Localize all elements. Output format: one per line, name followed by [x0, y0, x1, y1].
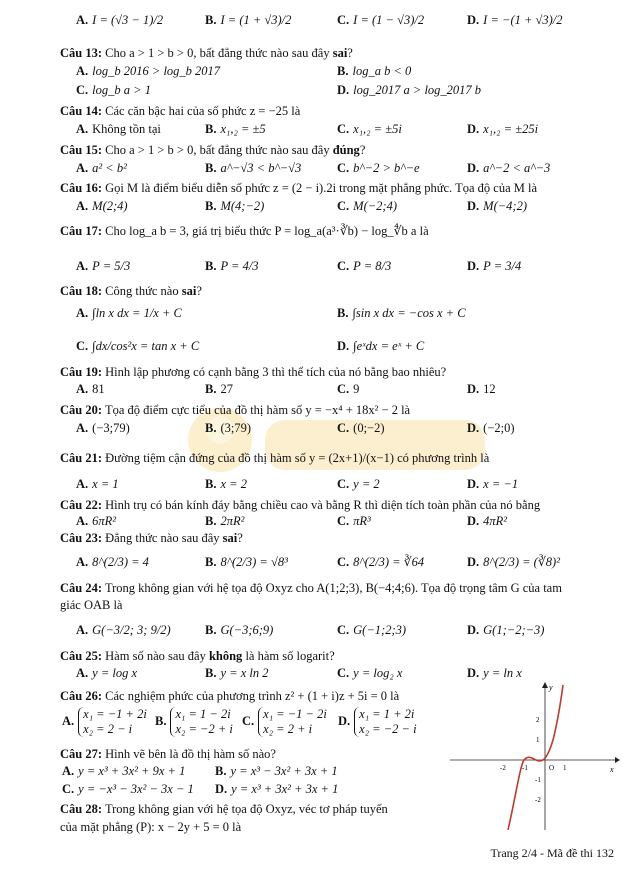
q19-stem: Câu 19: Hình lập phương có cạnh bằng 3 thì thể tích của nó bằng bao nhiêu?: [60, 365, 447, 379]
q20-stem: Câu 20: Tọa độ điểm cực tiểu của đồ thị hàm số y = −x⁴ + 18x² − 2 là: [60, 403, 411, 417]
cubic-function-graph: [450, 680, 620, 830]
q26-option-c[interactable]: C. x₁ = −1 − 2i x₂ = 2 + i: [242, 707, 327, 736]
q20-option-c[interactable]: C. (0;−2): [337, 421, 385, 435]
y-tick-1: 1: [536, 736, 540, 744]
q12-option-a[interactable]: A. I = (√3 − 1)/2: [76, 13, 164, 27]
q22-stem: Câu 22: Hình trụ có bán kính đáy bằng chiều cao và bằng R thì diện tích toàn phần của nó bằng: [60, 498, 541, 512]
q26-stem: Câu 26: Các nghiệm phức của phương trình z² + (1 + i)z + 5i = 0 là: [60, 689, 400, 703]
q24-option-b[interactable]: B. G(−3;6;9): [205, 623, 274, 637]
q22-option-b[interactable]: B. 2πR²: [205, 514, 245, 528]
q23-option-b[interactable]: B. 8^(2/3) = √8³: [205, 555, 288, 569]
x-tick-1: 1: [563, 764, 567, 772]
q28-stem-cont: của mặt phẳng (P): x − 2y + 5 = 0 là: [60, 820, 242, 834]
origin-label: O: [549, 764, 555, 772]
q21-option-c[interactable]: C. y = 2: [337, 477, 380, 491]
y-tick-neg1: -1: [535, 776, 541, 784]
q14-option-d[interactable]: D. x₁,₂ = ±25i: [467, 122, 539, 136]
q24-stem-cont: giác OAB là: [60, 598, 123, 612]
q15-option-c[interactable]: C. b^−2 > b^−e: [337, 161, 420, 175]
q26-option-b[interactable]: B. x₁ = 1 − 2i x₂ = −2 + i: [155, 707, 233, 736]
x-tick-neg2: -2: [500, 764, 506, 772]
q18-option-b[interactable]: B. ∫sin x dx = −cos x + C: [337, 306, 466, 320]
x-axis-arrow: [615, 757, 620, 763]
q23-option-d[interactable]: D. 8^(2/3) = (∛8)²: [467, 555, 560, 569]
q13-option-c[interactable]: C. log_b a > 1: [76, 83, 151, 97]
q13-stem: Câu 13: Cho a > 1 > b > 0, bất đẳng thức nào sau đây sai?: [60, 46, 353, 60]
q19-option-b[interactable]: B. 27: [205, 382, 233, 396]
q14-option-b[interactable]: B. x₁,₂ = ±5: [205, 122, 266, 136]
q17-option-a[interactable]: A. P = 5/3: [76, 259, 131, 273]
q27-stem: Câu 27: Hình vẽ bên là đồ thị hàm số nào?: [60, 747, 276, 761]
q27-option-d[interactable]: D. y = x³ + 3x² + 3x + 1: [215, 782, 339, 796]
q14-stem: Câu 14: Các căn bậc hai của số phức z = −25 là: [60, 104, 301, 118]
y-axis-label: y: [549, 683, 553, 692]
q18-option-a[interactable]: A. ∫ln x dx = 1/x + C: [76, 306, 182, 320]
y-axis-arrow: [542, 682, 548, 688]
q20-option-a[interactable]: A. (−3;79): [76, 421, 130, 435]
q25-option-a[interactable]: A. y = log x: [76, 666, 138, 680]
q17-stem: Câu 17: Cho log_a b = 3, giá trị biểu thức P = log_a(a³·∛b) − log_∜b a là: [60, 224, 429, 238]
q16-option-c[interactable]: C. M(−2;4): [337, 199, 397, 213]
y-tick-neg2: -2: [535, 796, 541, 804]
q16-option-a[interactable]: A. M(2;4): [76, 199, 128, 213]
q25-option-c[interactable]: C. y = log₂ x: [337, 666, 403, 680]
q17-option-c[interactable]: C. P = 8/3: [337, 259, 392, 273]
q27-option-b[interactable]: B. y = x³ − 3x² + 3x + 1: [215, 764, 338, 778]
q22-option-c[interactable]: C. πR³: [337, 514, 371, 528]
q17-option-b[interactable]: B. P = 4/3: [205, 259, 259, 273]
q25-stem: Câu 25: Hàm số nào sau đây không là hàm số logarit?: [60, 649, 335, 663]
q15-option-b[interactable]: B. a^−√3 < b^−√3: [205, 161, 302, 175]
q21-stem: Câu 21: Đường tiệm cận đứng của đồ thị hàm số y = (2x+1)/(x−1) có phương trình là: [60, 451, 490, 465]
q15-option-d[interactable]: D. a^−2 < a^−3: [467, 161, 551, 175]
q24-option-c[interactable]: C. G(−1;2;3): [337, 623, 407, 637]
q13-option-b[interactable]: B. log_a b < 0: [337, 64, 412, 78]
q23-option-a[interactable]: A. 8^(2/3) = 4: [76, 555, 149, 569]
q23-option-c[interactable]: C. 8^(2/3) = ∛64: [337, 555, 425, 569]
q22-option-d[interactable]: D. 4πR²: [467, 514, 508, 528]
q15-stem: Câu 15: Cho a > 1 > b > 0, bất đẳng thức nào sau đây đúng?: [60, 143, 366, 157]
q25-option-d[interactable]: D. y = ln x: [467, 666, 522, 680]
q24-option-a[interactable]: A. G(−3/2; 3; 9/2): [76, 623, 171, 637]
page-footer: Trang 2/4 - Mã đề thi 132: [490, 846, 614, 860]
q19-option-d[interactable]: D. 12: [467, 382, 496, 396]
x-axis-label: x: [610, 765, 614, 774]
curve: [508, 685, 563, 830]
q21-option-a[interactable]: A. x = 1: [76, 477, 119, 491]
q26-option-d[interactable]: D. x₁ = 1 + 2i x₂ = −2 − i: [338, 707, 417, 736]
q15-option-a[interactable]: A. a² < b²: [76, 161, 127, 175]
q19-option-c[interactable]: C. 9: [337, 382, 360, 396]
q23-stem: Câu 23: Đẳng thức nào sau đây sai?: [60, 531, 243, 545]
q19-option-a[interactable]: A. 81: [76, 382, 105, 396]
q12-option-c[interactable]: C. I = (1 − √3)/2: [337, 13, 425, 27]
q18-stem: Câu 18: Công thức nào sai?: [60, 284, 202, 298]
q18-option-c[interactable]: C. ∫dx/cos²x = tan x + C: [76, 339, 200, 353]
q24-stem: Câu 24: Trong không gian với hệ tọa độ Oxyz cho A(1;2;3), B(−4;4;6). Tọa độ trọng tâm G của tam: [60, 581, 562, 595]
q26-option-a[interactable]: A. x₁ = −1 + 2i x₂ = 2 − i: [62, 707, 147, 736]
q21-option-d[interactable]: D. x = −1: [467, 477, 519, 491]
q16-stem: Câu 16: Gọi M là điểm biểu diễn số phức z = (2 − i).2i trong mặt phẳng phức. Tọa độ của M là: [60, 181, 537, 195]
q24-option-d[interactable]: D. G(1;−2;−3): [467, 623, 545, 637]
q20-option-b[interactable]: B. (3;79): [205, 421, 252, 435]
q17-option-d[interactable]: D. P = 3/4: [467, 259, 522, 273]
q20-option-d[interactable]: D. (−2;0): [467, 421, 515, 435]
q28-stem: Câu 28: Trong không gian với hệ tọa độ Oxyz, véc tơ pháp tuyến: [60, 802, 388, 816]
q18-option-d[interactable]: D. ∫eˣdx = eˣ + C: [337, 339, 425, 353]
q13-option-a[interactable]: A. log_b 2016 > log_b 2017: [76, 64, 221, 78]
q14-option-a[interactable]: A. Không tồn tại: [76, 122, 161, 136]
q14-option-c[interactable]: C. x₁,₂ = ±5i: [337, 122, 402, 136]
q16-option-d[interactable]: D. M(−4;2): [467, 199, 527, 213]
q27-option-a[interactable]: A. y = x³ + 3x² + 9x + 1: [62, 764, 186, 778]
x-tick-neg1: -1: [522, 764, 528, 772]
q16-option-b[interactable]: B. M(4;−2): [205, 199, 265, 213]
q22-option-a[interactable]: A. 6πR²: [76, 514, 117, 528]
y-tick-2: 2: [536, 716, 540, 724]
q27-option-c[interactable]: C. y = −x³ − 3x² − 3x − 1: [62, 782, 194, 796]
q12-option-d[interactable]: D. I = −(1 + √3)/2: [467, 13, 563, 27]
q25-option-b[interactable]: B. y = x ln 2: [205, 666, 269, 680]
q12-option-b[interactable]: B. I = (1 + √3)/2: [205, 13, 292, 27]
q13-option-d[interactable]: D. log_2017 a > log_2017 b: [337, 83, 482, 97]
q21-option-b[interactable]: B. x = 2: [205, 477, 247, 491]
